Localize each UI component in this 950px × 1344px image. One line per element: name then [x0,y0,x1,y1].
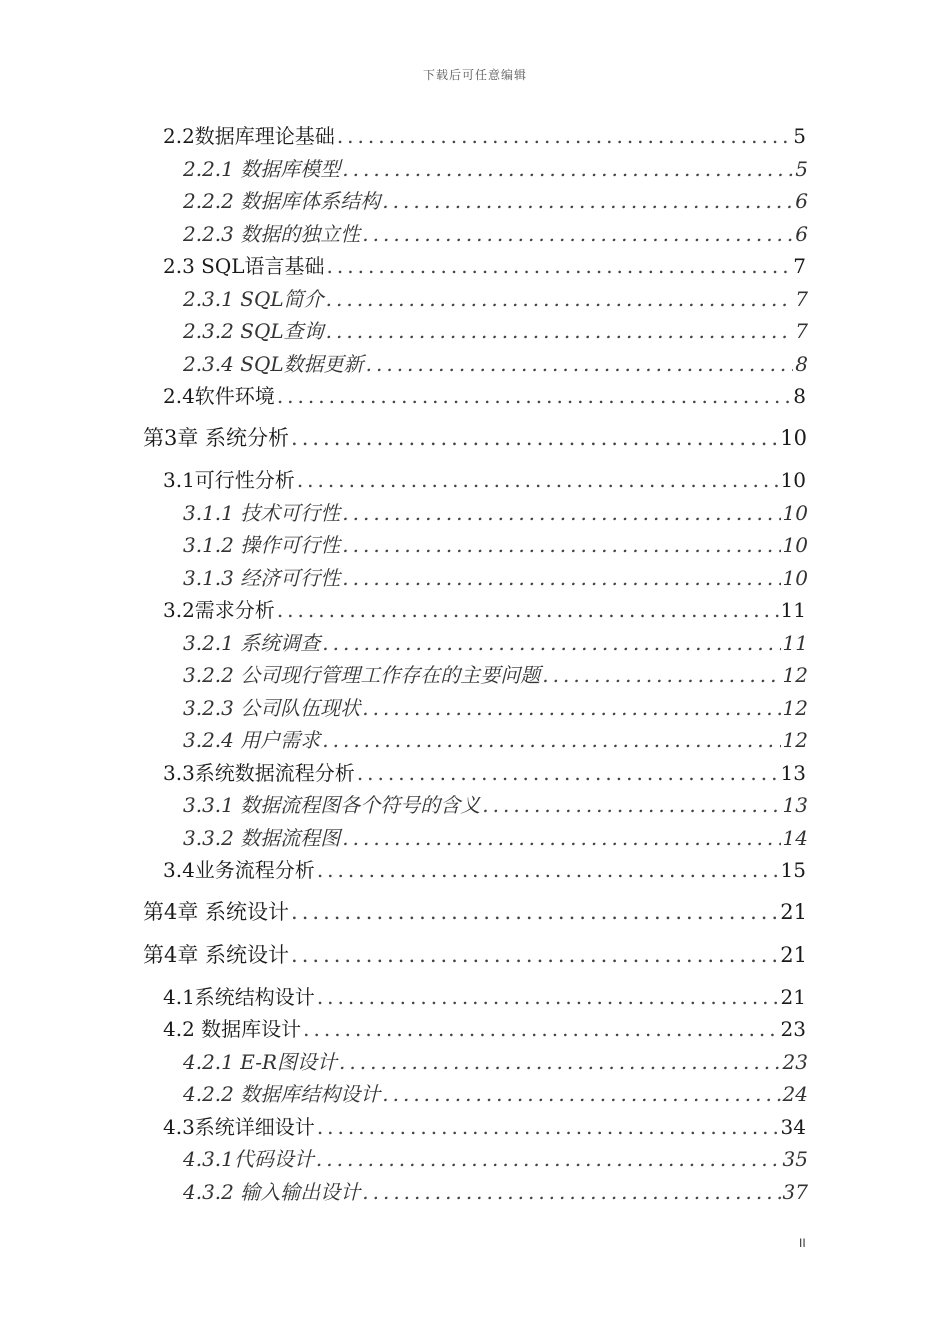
toc-entry[interactable] [183,318,808,344]
toc-dot-leader [297,467,779,493]
toc-entry[interactable] [163,984,806,1010]
toc-dot-leader [277,383,791,409]
toc-dot-leader [277,597,779,623]
toc-entry-title: 3.2需求分析 [163,598,275,622]
toc-entry-page: 7 [795,319,808,343]
toc-dot-leader [326,286,794,312]
toc-entry-title: 2.3.4 SQL数据更新 [183,352,364,376]
toc-entry-page: 24 [782,1082,808,1106]
toc-entry[interactable] [183,532,808,558]
toc-entry[interactable] [163,760,806,786]
toc-dot-leader [362,1179,780,1205]
toc-entry-page: 10 [780,468,806,492]
toc-entry-page: 8 [793,384,806,408]
toc-entry-title: 3.3.2 数据流程图 [183,826,341,850]
toc-dot-leader [337,123,791,149]
toc-entry-page: 12 [782,728,808,752]
toc-entry-title: 3.1.2 操作可行性 [183,533,341,557]
toc-entry-title: 2.3.2 SQL查询 [183,319,324,343]
toc-entry-title: 2.2数据库理论基础 [163,124,335,148]
toc-dot-leader [291,425,778,451]
toc-dot-leader [357,760,779,786]
toc-entry[interactable] [183,351,808,377]
toc-dot-leader [342,825,780,851]
toc-entry-page: 5 [795,157,808,181]
toc-entry-page: 7 [795,287,808,311]
toc-entry[interactable] [183,500,808,526]
toc-entry-title: 4.3.2 输入输出设计 [183,1180,361,1204]
toc-entry-title: 2.2.3 数据的独立性 [183,222,361,246]
toc-dot-leader [542,662,780,688]
toc-dot-leader [317,857,779,883]
toc-entry[interactable] [163,1114,806,1140]
toc-entry-title: 2.4软件环境 [163,384,275,408]
toc-dot-leader [342,565,780,591]
toc-dot-leader [482,792,780,818]
toc-entry[interactable] [163,467,806,493]
toc-entry-title: 3.2.1 系统调查 [183,631,321,655]
toc-entry-page: 7 [793,254,806,278]
toc-entry-page: 12 [782,663,808,687]
toc-entry-title: 3.1.3 经济可行性 [183,566,341,590]
toc-dot-leader [382,1081,780,1107]
toc-entry-page: 14 [782,826,808,850]
toc-dot-leader [382,188,793,214]
toc-entry-title: 3.2.2 公司现行管理工作存在的主要问题 [183,663,541,687]
toc-entry-page: 23 [782,1050,808,1074]
toc-dot-leader [317,1114,779,1140]
page-header: 下载后可任意编辑 [422,68,527,82]
toc-entry-title: 3.4业务流程分析 [163,858,315,882]
toc-entry-page: 21 [780,900,807,924]
toc-entry[interactable] [163,1016,806,1042]
toc-entry-page: 10 [782,566,808,590]
toc-dot-leader [366,351,794,377]
toc-entry-title: 4.2.2 数据库结构设计 [183,1082,381,1106]
toc-dot-leader [362,695,780,721]
toc-entry-title: 4.3系统详细设计 [163,1115,315,1139]
toc-chapter-entry[interactable] [143,942,807,968]
toc-entry-page: 11 [782,631,808,655]
toc-entry[interactable] [183,1081,808,1107]
toc-entry[interactable] [163,383,806,409]
toc-entry[interactable] [163,253,806,279]
toc-entry-page: 35 [782,1147,808,1171]
toc-entry[interactable] [183,156,808,182]
toc-entry[interactable] [183,825,808,851]
toc-entry-page: 10 [780,426,807,450]
toc-entry[interactable] [183,1179,808,1205]
toc-entry[interactable] [183,1049,808,1075]
toc-entry[interactable] [183,565,808,591]
toc-entry-title: 4.2.1 E-R图设计 [183,1050,338,1074]
toc-entry[interactable] [183,695,808,721]
toc-entry-title: 3.2.3 公司队伍现状 [183,696,361,720]
toc-entry-title: 3.1.1 技术可行性 [183,501,341,525]
toc-entry[interactable] [183,286,808,312]
toc-dot-leader [342,532,780,558]
toc-entry-page: 13 [782,793,808,817]
toc-entry-page: 37 [782,1180,808,1204]
toc-dot-leader [303,1016,778,1042]
toc-dot-leader [322,630,780,656]
toc-dot-leader [316,1146,781,1172]
toc-entry[interactable] [183,792,808,818]
toc-entry[interactable] [183,188,808,214]
toc-entry[interactable] [183,1146,808,1172]
toc-chapter-entry[interactable] [143,425,807,451]
toc-entry-title: 第4章 系统设计 [143,943,290,967]
toc-entry-page: 21 [780,985,806,1009]
toc-entry-title: 4.3.1代码设计 [183,1147,314,1171]
toc-entry-title: 3.1可行性分析 [163,468,295,492]
toc-entry[interactable] [163,857,806,883]
toc-entry-title: 4.1系统结构设计 [163,985,315,1009]
toc-dot-leader [339,1049,781,1075]
toc-entry[interactable] [183,727,808,753]
toc-entry-title: 4.2 数据库设计 [163,1017,302,1041]
toc-entry-title: 3.2.4 用户需求 [183,728,321,752]
toc-entry-title: 2.3 SQL语言基础 [163,254,325,278]
toc-dot-leader [342,500,780,526]
toc-dot-leader [342,156,793,182]
toc-entry-title: 2.2.1 数据库模型 [183,157,341,181]
toc-entry[interactable] [183,630,808,656]
toc-dot-leader [362,221,793,247]
page-number: II [799,1236,806,1250]
toc-entry-page: 10 [782,533,808,557]
toc-dot-leader [327,253,792,279]
toc-entry-page: 34 [780,1115,806,1139]
toc-entry-page: 11 [780,598,806,622]
toc-entry-page: 15 [780,858,806,882]
toc-entry-title: 2.2.2 数据库体系结构 [183,189,381,213]
toc-entry-page: 12 [782,696,808,720]
toc-entry-title: 3.3.1 数据流程图各个符号的含义 [183,793,481,817]
toc-entry-page: 10 [782,501,808,525]
toc-entry-title: 第3章 系统分析 [143,426,290,450]
toc-entry-page: 8 [795,352,808,376]
toc-entry[interactable] [183,221,808,247]
toc-dot-leader [326,318,794,344]
toc-dot-leader [291,942,778,968]
toc-entry-page: 5 [793,124,806,148]
toc-entry-title: 2.3.1 SQL简介 [183,287,324,311]
toc-entry-title: 第4章 系统设计 [143,900,290,924]
toc-entry-page: 6 [795,222,808,246]
toc-entry[interactable] [183,662,808,688]
toc-entry-page: 21 [780,943,807,967]
toc-entry-page: 6 [795,189,808,213]
toc-entry[interactable] [163,123,806,149]
toc-entry-page: 23 [780,1017,806,1041]
toc-chapter-entry[interactable] [143,899,807,925]
toc-dot-leader [317,984,779,1010]
toc-dot-leader [322,727,780,753]
toc-entry-page: 13 [780,761,806,785]
toc-entry[interactable] [163,597,806,623]
toc-entry-title: 3.3系统数据流程分析 [163,761,355,785]
toc-dot-leader [291,899,778,925]
